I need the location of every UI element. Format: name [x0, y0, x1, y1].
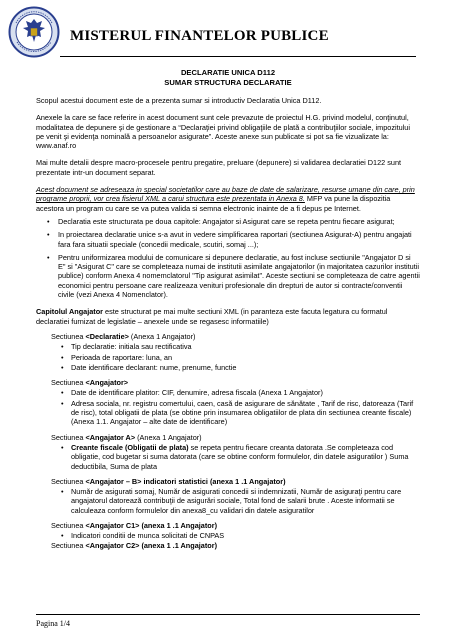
section-angajator-c1 [51, 521, 420, 541]
section-items [51, 388, 420, 426]
section-items [51, 443, 420, 471]
details-paragraph: Mai multe detalii despre macro-procesele pentru pregatire, preluare (depunere) si validarea declaratiei D122 sunt prezentate intr-un document separat. [36, 158, 402, 177]
audience-rest-text: MFP va pune la dispozitia acestora un program cu care se va putea valida si semna electronic inainte de a fi depus pe Internet. [36, 194, 391, 213]
section-prefix: Sectiunea [51, 520, 86, 530]
list-item: • Adresa sociala, nr. registru comertului, caen, casă de asigurare de sănătate , Tarif de risc, datoreaza (Tarif de risc), total obligatii de plata (se obtine prin insumarea obligatiilor de plata din sectiunea creante fiscale) (Anexa 1.1. Angajator – alte date de identificare) [51, 399, 420, 427]
page-number: Pagina 1/4 [36, 619, 70, 628]
section-prefix: Sectiunea [51, 432, 86, 442]
section-name: <Angajator C2> (anexa 1 .1 Angajator) [85, 540, 218, 550]
header-divider [60, 56, 416, 57]
list-item: • Pentru uniformizarea modului de comunicare si depunere declaratie, au fost incluse sectiunile "Angajator D si E" si "Asigurat C" care se completeaza numai de institutii asimilate angajatorilor (in majoritatea cazurilor institutii publice) conform Anexa 4 nomemclatorul "Tip asigurat asimilat". Aceste sectiuni se completeaza de catre agentii economici pentru persoane care realizeaza venituri profesionale din drepturi de autor si contracte/conventii civile (vezi Anexa 4 Nomenclator). [36, 253, 420, 299]
ministry-name: MISTERUL FINANTELOR PUBLICE [70, 28, 329, 44]
section-heading [51, 378, 420, 387]
document-subtitle: SUMAR STRUCTURA DECLARATIE [164, 78, 292, 87]
section-heading [51, 477, 420, 486]
audience-underlined-text: Acest document se adreseaza in special societatilor care au baze de date de salarizare, resurse umane din care, prin programe proprii, vor crea fisierul XML a carui structura este prezentata in Anexa 8. [36, 185, 415, 204]
item-bold-text: Creante fiscale (Obligatii de plata) [71, 442, 189, 452]
section-name: <Angajator> [85, 378, 129, 388]
section-heading [51, 332, 420, 341]
section-suffix: (Anexa 1 Angajator) [128, 331, 196, 341]
section-declaratie [51, 332, 420, 372]
structure-bullet-list [36, 217, 420, 299]
section-items [51, 342, 420, 372]
chapter-angajator-paragraph [36, 307, 420, 326]
section-heading [51, 521, 420, 530]
section-angajator [51, 378, 420, 426]
section-prefix: Sectiunea [51, 540, 86, 550]
section-angajator-c2 [51, 541, 420, 550]
section-suffix: (Anexa 1 Angajator) [135, 432, 202, 442]
list-item: • Număr de asigurati somaj, Număr de asigurati concedii si indemnizatii, Număr de asiguraţi pentru care angajatorul datorează contribuţii de asigurări sociale, Total fond de salarii brute . Aceste informatii se calculeaza conform formulelor din anexa8_cu validari din datele asiguratilor [51, 487, 420, 515]
scope-paragraph: Scopul acestui document este de a prezenta sumar si introductiv Declaratia Unica D112. [36, 96, 322, 105]
annexes-paragraph: Anexele la care se face referire in acest document sunt cele prevazute de proiectul H.G. privind modelul, conţinutul, modalitatea de depunere şi de gestionare a “Declaraţiei privind obligaţiile de plată a contribuţiilor sociale, impozitului pe venit şi evidenţa nominală a persoanelor asigurate”. Aceste anexe sun publicate si pot sa fie vizualizate la: www.anaf.ro [36, 113, 410, 151]
section-angajator-b [51, 477, 420, 515]
list-item: • Perioada de raportare: luna, an [51, 353, 420, 362]
list-item: • Indicatori conditii de munca solicitati de CNPAS [51, 531, 420, 540]
page-header [8, 6, 418, 62]
ministry-seal-icon [8, 6, 60, 58]
section-name: <Angajator – B> indicatori statistici (anexa 1 .1 Angajator) [85, 476, 286, 486]
chapter-title: Capitolul Angajator [36, 307, 104, 317]
section-prefix: Sectiunea [51, 378, 86, 388]
section-items [51, 531, 420, 540]
list-item: • Declaratia este structurata pe doua capitole: Angajator si Asigurat care se repeta pentru fiecare asigurat; [36, 217, 420, 226]
section-prefix: Sectiunea [51, 476, 86, 486]
section-heading [51, 433, 420, 442]
item-rest-text: se repeta pentru fiecare creanta datorata .Se completeaza cod obligatie, cod bugetar si suma datorata (care se obtine conform formulelor, din datele asiguratilor ) Suma deductibila, Suma de plata [71, 442, 409, 471]
section-prefix: Sectiunea [51, 331, 86, 341]
chapter-description: este structurat pe mai multe sectiuni XML (in paranteza este facuta legatura cu formatul declaratiei furnizat de legislatie – anexele unde se regasesc informatiile) [36, 307, 388, 326]
section-name: <Angajator C1> (anexa 1 .1 Angajator) [85, 520, 218, 530]
section-name: <Angajator A> [85, 432, 136, 442]
audience-paragraph [36, 185, 420, 213]
section-heading [51, 541, 420, 550]
document-body [36, 68, 420, 550]
section-items [51, 487, 420, 515]
page-footer [36, 614, 420, 634]
section-angajator-a [51, 433, 420, 471]
section-name: <Declaratie> [85, 331, 129, 341]
list-item: • Date de identificare platitor: CIF, denumire, adresa fiscala (Anexa 1 Angajator) [51, 388, 420, 397]
list-item: • Tip declaratie: initiala sau rectificativa [51, 342, 420, 351]
footer-divider [36, 614, 420, 615]
list-item: • Date identificare declarant: nume, prenume, functie [51, 363, 420, 372]
document-title: DECLARATIE UNICA D112 [180, 68, 276, 77]
list-item: • In proiectarea declaratie unice s-a avut in vedere simplificarea raportari (sectiunea Asigurat-A) pentru angajati fara fara situatii speciale (concedii medicale, scutiri, somaj ...); [36, 230, 420, 249]
list-item [51, 443, 420, 471]
